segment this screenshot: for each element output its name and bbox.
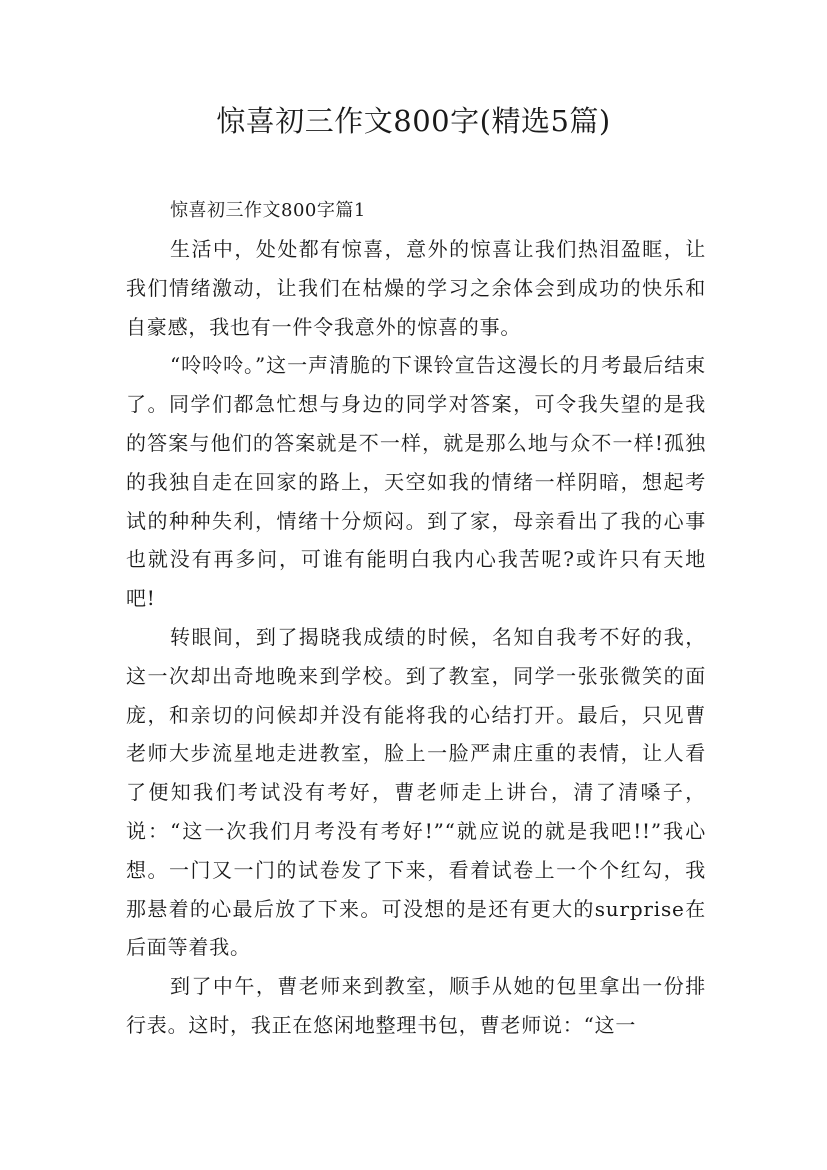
section-heading: 惊喜初三作文800字篇1: [170, 200, 366, 221]
document-body: [126, 192, 706, 1045]
paragraph: 转眼间，到了揭晓我成绩的时候，名知自我考不好的我，这一次却出奇地晚来到学校。到了教室，同学一张张微笑的面庞，和亲切的问候却并没有能将我的心结打开。最后，只见曹老师大步流星地走进教室，脸上一脸严肃庄重的表情，让人看了便知我们考试没有考好，曹老师走上讲台，清了清嗓子，说：“这一次我们月考没有考好!”“就应说的就是我吧!!”我心想。一门又一门的试卷发了下来，看着试卷上一个个红勾，我那悬着的心最后放了下来。可没想的是还有更大的surprise在后面等着我。: [126, 624, 706, 960]
paragraph: “呤呤呤。”这一声清脆的下课铃宣告这漫长的月考最后结束了。同学们都急忙想与身边的同学对答案，可令我失望的是我的答案与他们的答案就是不一样，就是那么地与众不一样!孤独的我独自走在回家的路上，天空如我的情绪一样阴暗，想起考试的种种失利，情绪十分烦闷。到了家，母亲看出了我的心事也就没有再多问，可谁有能明白我内心我苦呢?或许只有天地吧!: [126, 353, 706, 611]
paragraph: 到了中午，曹老师来到教室，顺手从她的包里拿出一份排行表。这时，我正在悠闲地整理书包，曹老师说：“这一: [126, 974, 706, 1037]
document-title: 惊喜初三作文800字(精选5篇): [216, 104, 611, 138]
paragraph: 生活中，处处都有惊喜，意外的惊喜让我们热泪盈眶，让我们情绪激动，让我们在枯燥的学习之余体会到成功的快乐和自豪感，我也有一件令我意外的惊喜的事。: [126, 237, 706, 339]
